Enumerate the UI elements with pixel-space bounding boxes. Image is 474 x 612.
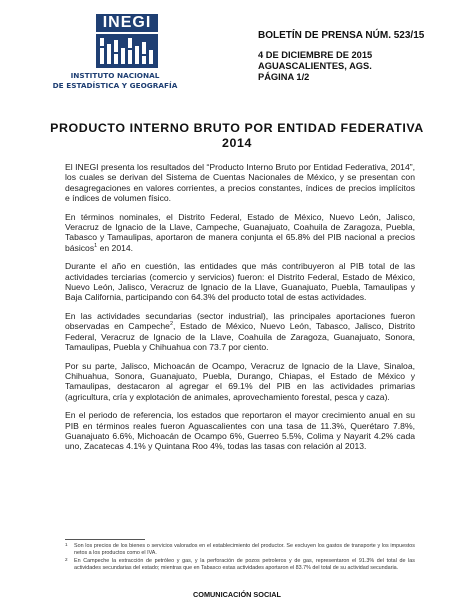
logo-bars-graphic	[96, 34, 158, 68]
document-title-line2: 2014	[222, 136, 252, 150]
footnote-ref-2: 2	[169, 321, 174, 328]
footnote-ref-1: 1	[94, 242, 98, 249]
document-title-line1: PRODUCTO INTERNO BRUTO POR ENTIDAD FEDERATIVA	[50, 121, 424, 135]
footnote-divider	[65, 539, 145, 540]
paragraph-tertiary: Durante el año en cuestión, las entidades que más contribuyeron al PIB total de las actividades terciarias (comercio y servicios) fueron: el Distrito Federal, Estado de México, Nuevo León, Jalisco, Veracruz de Ignacio de la Llave, Guanajuato, Puebla, Tamaulipas y Baja California, participando con 64.3% del producto total de estas actividades.	[65, 261, 415, 303]
bulletin-number: BOLETÍN DE PRENSA NÚM. 523/15	[258, 30, 425, 41]
bulletin-place: AGUASCALIENTES, AGS.	[258, 61, 372, 71]
footnote-text: Son los precios de los bienes o servicios valorados en el establecimiento del productor. Se excluyen los gastos de transporte y los impuestos netos a los productos como el IVA.	[74, 543, 415, 556]
inegi-logo	[50, 12, 180, 90]
paragraph-nominal-text: En términos nominales, el Distrito Federal, Estado de México, Nuevo León, Jalisco, Veracruz de Ignacio de la Llave, Campeche, Guanajuato, Coahuila de Zaragoza, Puebla, Tabasco y Tamaulipas, aportaron de manera conjunta el 65.8% del PIB nacional a precios básicos	[65, 211, 415, 253]
footer-label: COMUNICACIÓN SOCIAL	[193, 590, 281, 599]
paragraph-secondary-text: En las actividades secundarias (sector industrial), las principales aportaciones fueron observadas en Campeche	[65, 310, 415, 332]
logo-wordmark: INEGI	[96, 14, 158, 32]
footnotes	[65, 543, 415, 573]
paragraph-growth: En el periodo de referencia, los estados que reportaron el mayor crecimiento anual en su PIB en términos reales fueron Aguascalientes con una tasa de 11.3%, Querétaro 7.8%, Guanajuato 6.6%, Michoacán de Ocampo 6%, Guerreo 5.5%, Colima y Nayarit 4.2% cada uno, Zacatecas 4.1% y Quintana Roo 4%, todas las tasas con relación al 2013.	[65, 410, 415, 452]
logo-text-line2: DE ESTADÍSTICA Y GEOGRAFÍA	[52, 81, 178, 90]
paragraph-intro: El INEGI presenta los resultados del “Producto Interno Bruto por Entidad Federativa, 2014”, los cuales se derivan del Sistema de Cuentas Nacionales de México, y se presentan con desagregaciones en valores corrientes, a precios constantes, índices de precios implícitos e índices de volumen físico.	[65, 162, 415, 204]
footnote-item	[65, 558, 415, 571]
document-body	[65, 162, 415, 460]
footnote-text: En Campeche la extracción de petróleo y gas, y la perforación de pozos petroleros y de gas, representaron el 91.3% del total de las actividades secundarias del estado; mientras que en Tabasco estas actividades aportaron el 83.7% del total de su actividad secundaria.	[74, 558, 415, 571]
paragraph-secondary	[65, 311, 415, 353]
footnote-mark: 1	[65, 542, 68, 547]
paragraph-secondary-end: , Estado de México, Nuevo León, Tabasco, Jalisco, Distrito Federal, Veracruz de Ignacio de la Llave, Coahuila de Zaragoza, Guanajuato, Sonora, Tamaulipas, Puebla y Chihuahua con 73.7 por ciento.	[65, 321, 415, 353]
paragraph-nominal	[65, 212, 415, 254]
footnote-item	[65, 543, 415, 556]
press-release-header	[258, 30, 458, 83]
footnote-mark: 2	[65, 557, 68, 563]
bulletin-page: PÁGINA 1/2	[258, 72, 310, 82]
bulletin-date: 4 DE DICIEMBRE DE 2015	[258, 50, 373, 60]
paragraph-nominal-end: en 2014.	[97, 242, 134, 253]
logo-text-line1: INSTITUTO NACIONAL	[70, 71, 160, 80]
paragraph-primary: Por su parte, Jalisco, Michoacán de Ocampo, Veracruz de Ignacio de la Llave, Sinaloa, Chihuahua, Sonora, Guanajuato, Puebla, Durango, Chiapas, el Estado de México y Tamaulipas, destacaron al agregar el 69.1% del PIB en las actividades primarias (agricultura, cría y explotación de animales, aprovechamiento forestal, pesca y caza).	[65, 360, 415, 402]
document-title	[40, 121, 434, 151]
